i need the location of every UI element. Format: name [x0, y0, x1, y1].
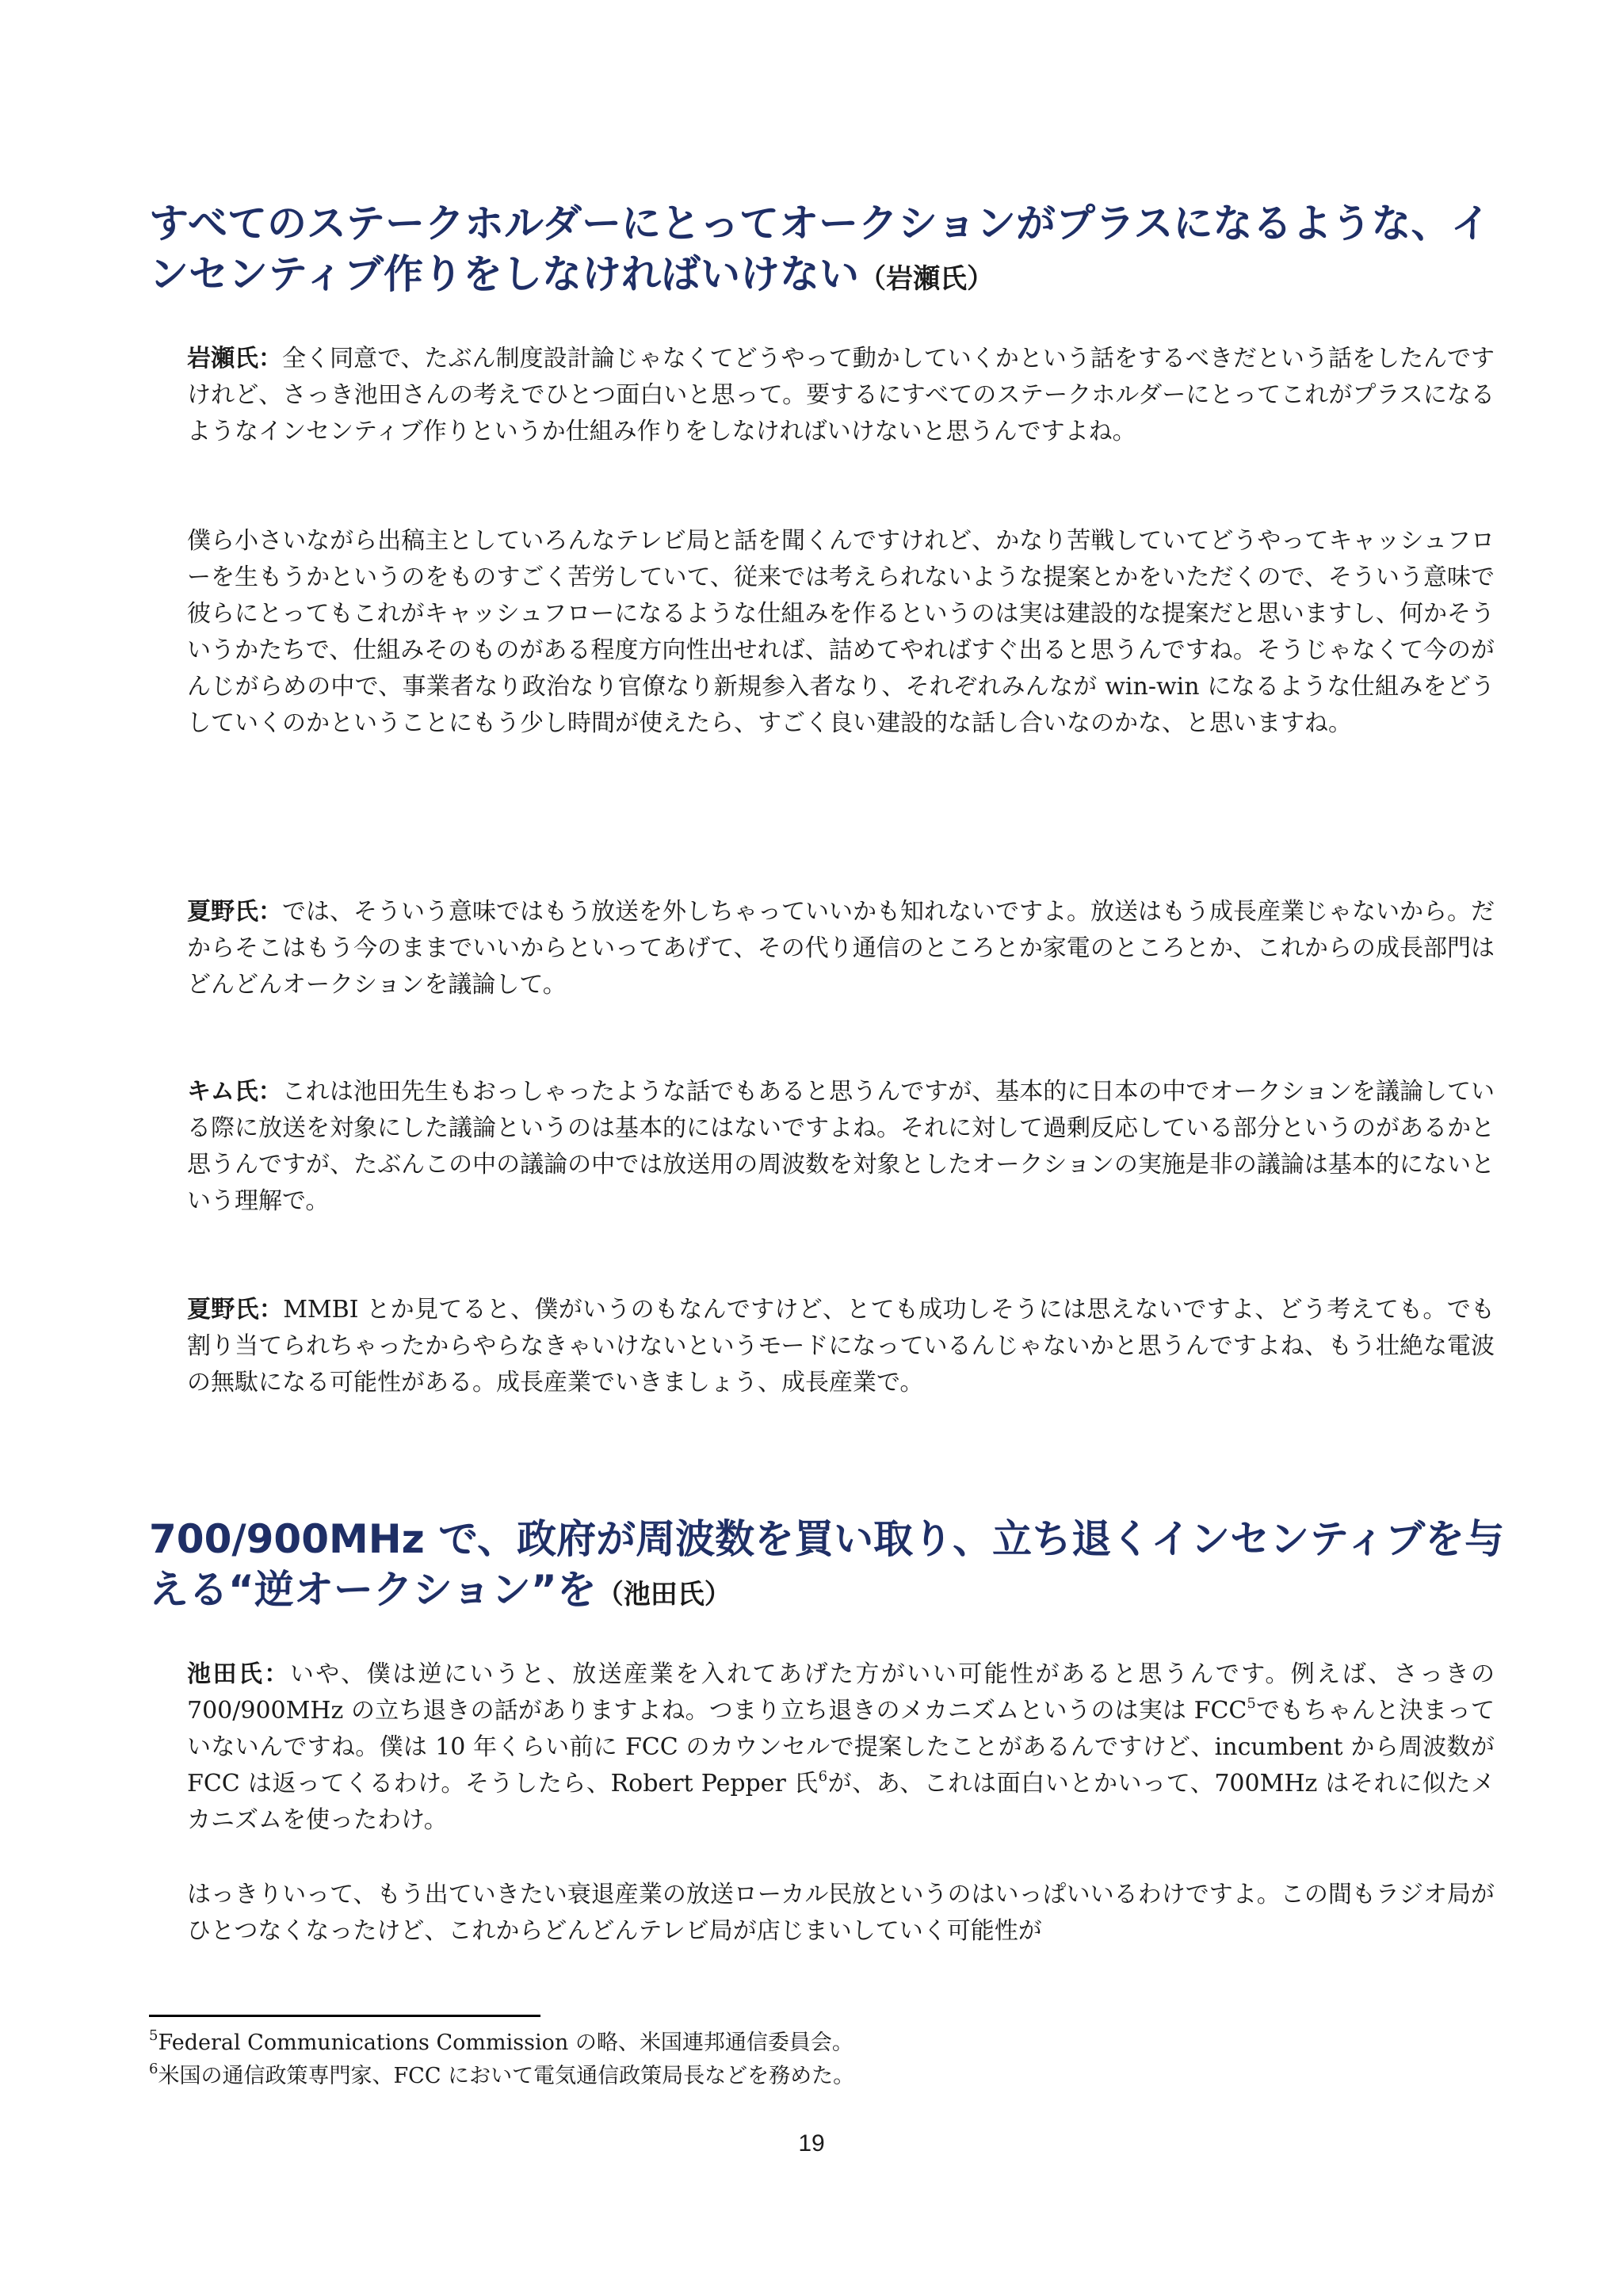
paragraph-text-c: が、あ、これは面白いとかいって、700MHz はそれに似たメカニズムを使ったわけ。	[187, 1770, 1495, 1834]
speaker-label: キム氏：	[187, 1078, 282, 1106]
footnote-6	[149, 2062, 1496, 2091]
section-heading-1-attribution: （岩瀬氏）	[859, 263, 994, 295]
paragraph-text-b: でもちゃんと決まっていないんですね。僕は 10 年くらい前に FCC のカウンセルで提案したことがあるんですけど、incumbent から周波数が FCC は返ってくるわけ。そうしたら、Robert Pepper 氏	[187, 1697, 1495, 1797]
paragraph-text: これは池田先生もおっしゃったような話でもあると思うんですが、基本的に日本の中でオークションを議論している際に放送を対象にした議論というのは基本的にはないですよね。それに対して過剰反応している部分というのがあるかと思うんですが、たぶんこの中の議論の中では放送用の周波数を対象としたオークションの実施是非の議論は基本的にないという理解で。	[187, 1078, 1495, 1215]
page-number: 19	[798, 2130, 825, 2157]
paragraph-kim	[187, 1074, 1495, 1220]
section-heading-1-title: すべてのステークホルダーにとってオークションがプラスになるような、インセンティブ作りをしなければいけない	[149, 201, 1491, 297]
footnote-mark: 6	[149, 2061, 158, 2077]
footnote-5	[149, 2029, 1496, 2057]
speaker-label: 夏野氏：	[187, 1296, 284, 1324]
speaker-label: 夏野氏：	[187, 898, 282, 926]
paragraph-text: 全く同意で、たぶん制度設計論じゃなくてどうやって動かしていくかという話をするべきだという話をしたんですけれど、さっき池田さんの考えでひとつ面白いと思って。要するにすべてのステークホルダーにとってこれがプラスになるようなインセンティブ作りというか仕組み作りをしなければいけないと思うんですよね。	[187, 345, 1495, 445]
footnote-mark: 5	[149, 2027, 158, 2044]
section-heading-2-attribution: （池田氏）	[596, 1579, 731, 1610]
paragraph-natsuno-1	[187, 894, 1495, 1003]
footnote-ref-6[interactable]: 6	[818, 1768, 828, 1785]
paragraph-text: 僕ら小さいながら出稿主としていろんなテレビ局と話を聞くんですけれど、かなり苦戦していてどうやってキャッシュフローを生もうかというのをものすごく苦労していて、従来では考えられないような提案とかをいただくので、そういう意味で彼らにとってもこれがキャッシュフローになるような仕組みを作るというのは実は建設的な提案だと思いますし、何かそういうかたちで、仕組みそのものがある程度方向性出せれば、詰めてやればすぐ出ると思うんですね。そうじゃなくて今のがんじがらめの中で、事業者なり政治なり官僚なり新規参入者なり、それぞれみんなが win-win になるような仕組みをどうしていくのかということにもう少し時間が使えたら、すごく良い建設的な話し合いなのかな、と思いますね。	[187, 527, 1495, 737]
paragraph-ikeda-2	[187, 1877, 1495, 1950]
paragraph-text: では、そういう意味ではもう放送を外しちゃっていいかも知れないですよ。放送はもう成長産業じゃないから。だからそこはもう今のままでいいからといってあげて、その代り通信のところとか家電のところとか、これからの成長部門はどんどんオークションを議論して。	[187, 898, 1495, 999]
paragraph-text: はっきりいって、もう出ていきたい衰退産業の放送ローカル民放というのはいっぱいいるわけですよ。この間もラジオ局がひとつなくなったけど、これからどんどんテレビ局が店じまいしていく可能性が	[187, 1881, 1495, 1945]
speaker-label: 岩瀬氏：	[187, 345, 283, 372]
section-heading-2-title: 700/900MHz で、政府が周波数を買い取り、立ち退くインセンティブを与える“逆オークション”を	[149, 1516, 1505, 1613]
speaker-label: 池田氏：	[187, 1660, 290, 1688]
paragraph-ikeda-1	[187, 1656, 1495, 1839]
paragraph-natsuno-2	[187, 1292, 1495, 1401]
section-heading-2	[149, 1514, 1512, 1620]
paragraph-text-a: いや、僕は逆にいうと、放送産業を入れてあげた方がいい可能性があると思うんです。例えば、さっきの 700/900MHz の立ち退きの話がありますよね。つまり立ち退きのメカニズムというのは実は FCC	[187, 1660, 1495, 1725]
footnote-ref-5[interactable]: 5	[1247, 1695, 1256, 1712]
footnote-text: Federal Communications Commission の略、米国連邦通信委員会。	[158, 2030, 854, 2055]
footnote-text: 米国の通信政策専門家、FCC において電気通信政策局長などを務めた。	[158, 2064, 855, 2088]
paragraph-iwase-1	[187, 341, 1495, 450]
section-heading-1	[149, 198, 1512, 304]
footnote-divider	[149, 2015, 540, 2017]
paragraph-text: MMBI とか見てると、僕がいうのもなんですけど、とても成功しそうには思えないですよ、どう考えても。でも割り当てられちゃったからやらなきゃいけないというモードになっているんじゃないかと思うんですよね、もう壮絶な電波の無駄になる可能性がある。成長産業でいきましょう、成長産業で。	[187, 1296, 1495, 1396]
paragraph-iwase-2	[187, 523, 1495, 742]
